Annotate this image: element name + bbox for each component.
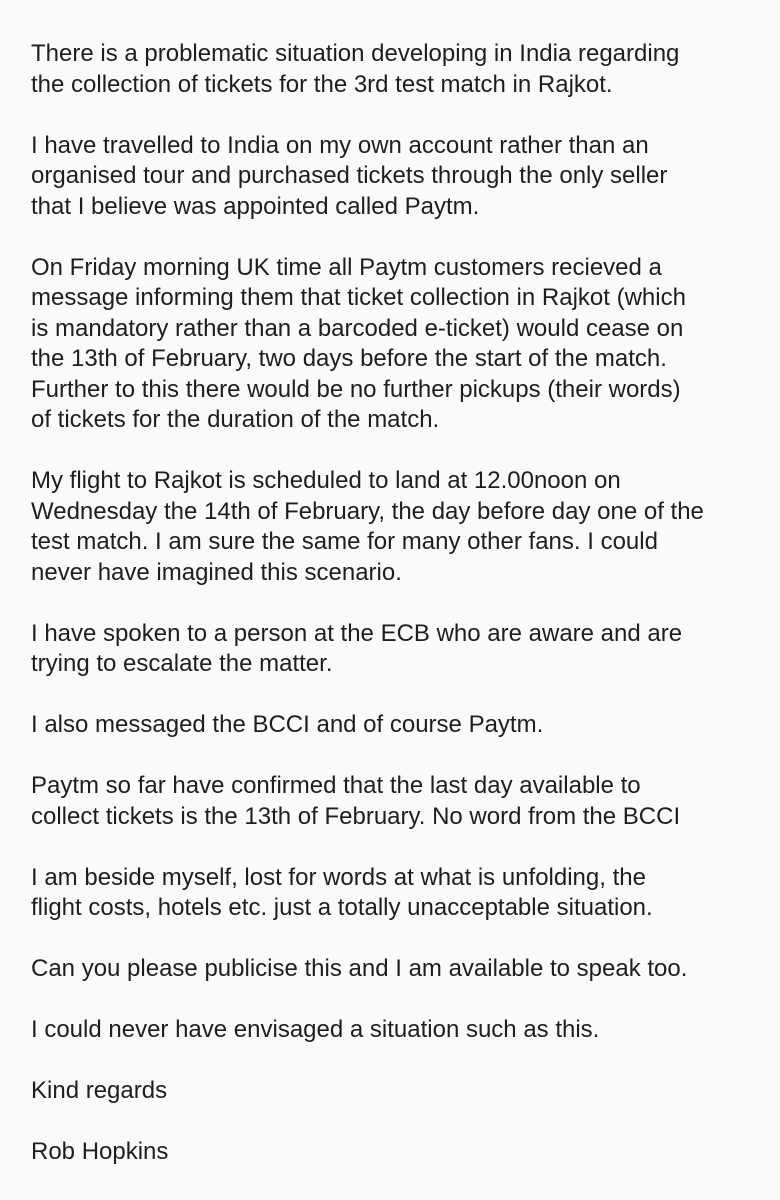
paragraph-collection-notice: On Friday morning UK time all Paytm customers recieved a message informing them that ticket collection in Rajkot (which is mandatory rather than a barcoded e-ticket) would cease on the 13th of February, two days before the start of the match. Further to this there would be no further pickups (their words) of tickets for the duration of the match. (31, 253, 686, 433)
paragraph-paytm-confirmation: Paytm so far have confirmed that the last day available to collect tickets is the 13th of February. No word from the BCCI (31, 772, 681, 830)
paragraph-bcci-message: I also messaged the BCCI and of course Paytm. (31, 711, 544, 738)
paragraph-closing-remark: I could never have envisaged a situation such as this. (31, 1016, 600, 1043)
paragraph-publicise-request: Can you please publicise this and I am available to speak too. (31, 955, 688, 982)
paragraph-travel-purchase: I have travelled to India on my own account rather than an organised tour and purchased tickets through the only seller that I believe was appointed called Paytm. (31, 131, 668, 220)
paragraph-frustration: I am beside myself, lost for words at what is unfolding, the flight costs, hotels etc. just a totally unacceptable situation. (31, 863, 653, 921)
sign-off: Kind regards (31, 1077, 168, 1104)
signature-name: Rob Hopkins (31, 1138, 169, 1165)
paragraph-flight-details: My flight to Rajkot is scheduled to land at 12.00noon on Wednesday the 14th of February, the day before day one of the test match. I am sure the same for many other fans. I could never have imagined this scenario. (31, 467, 704, 586)
paragraph-ticket-situation: There is a problematic situation developing in India regarding the collection of tickets for the 3rd test match in Rajkot. (31, 40, 680, 98)
paragraph-ecb-contact: I have spoken to a person at the ECB who are aware and are trying to escalate the matter. (31, 619, 683, 677)
